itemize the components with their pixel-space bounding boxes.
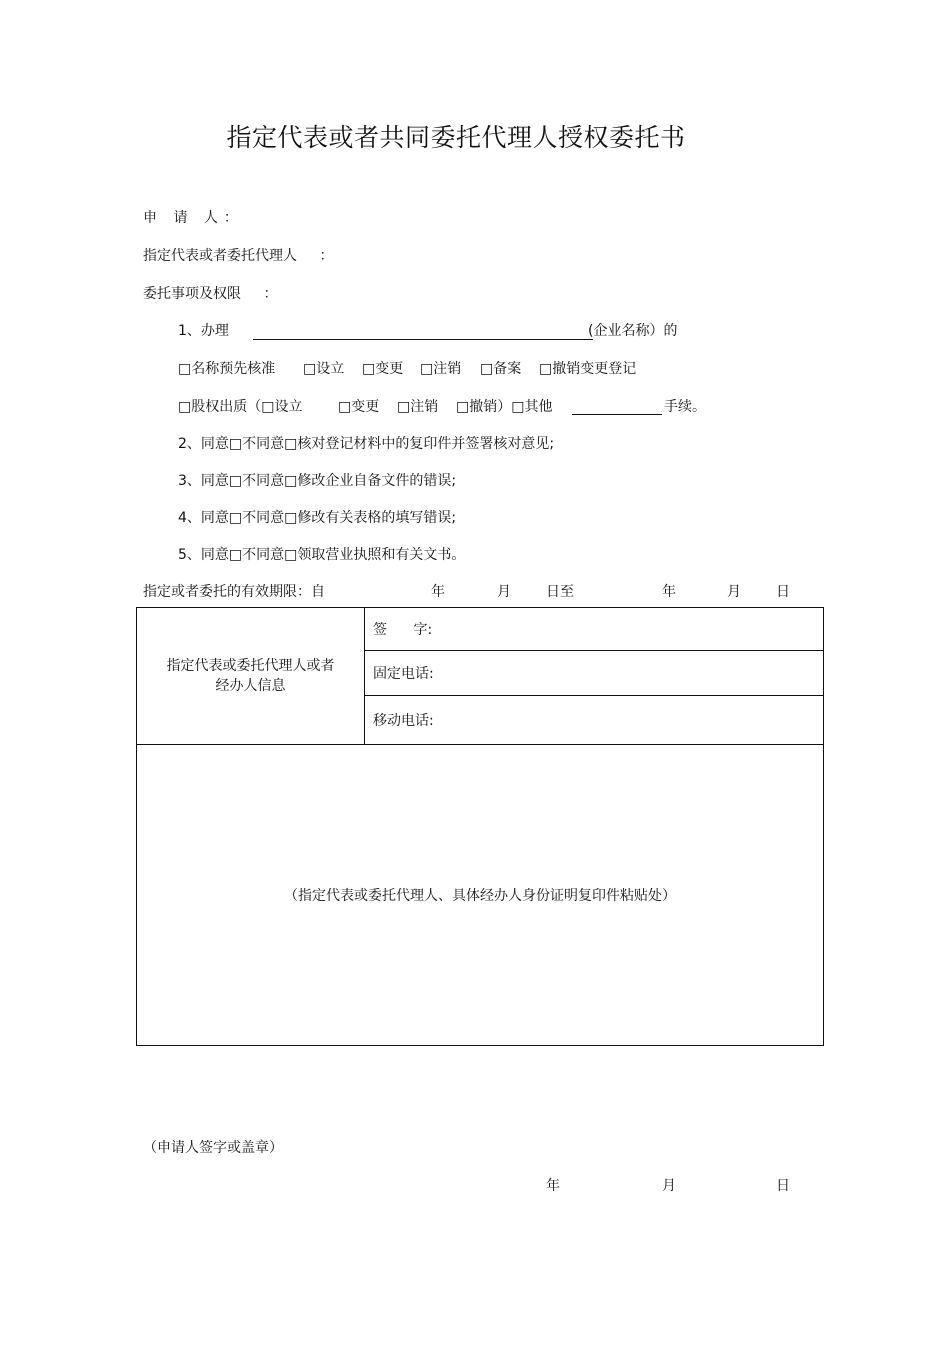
item1-suffix: (企业名称）的 [588,323,678,339]
agent-info-label-cell [137,608,365,745]
validity-year1: 年 [431,584,445,600]
validity-month1: 月 [497,584,511,600]
validity-month2: 月 [727,584,741,600]
scope-label: 委托事项及权限 ： [143,286,278,302]
option-pledge-revoke-other[interactable]: □撤销）□其他 [456,399,553,415]
item5: 5、同意□不同意□领取营业执照和有关文书。 [178,547,466,563]
validity-year2: 年 [662,584,676,600]
item1-prefix: 1、办理 [178,323,229,339]
option-pledge-change[interactable]: □变更 [338,399,380,415]
id-copy-paste-area [137,745,824,1046]
item3: 3、同意□不同意□修改企业自备文件的错误; [178,473,457,489]
item2: 2、同意□不同意□核对登记材料中的复印件并签署核对意见; [178,436,555,452]
option-establish[interactable]: □设立 [303,361,345,377]
validity-day-to: 日至 [546,584,574,600]
agent-label: 指定代表或者委托代理人 ： [143,248,334,264]
option-cancel[interactable]: □注销 [420,361,462,377]
paste-note: （指定代表或委托代理人、具体经办人身份证明复印件粘贴处） [284,888,676,904]
company-name-blank[interactable] [253,325,593,340]
agent-info-label-line1: 指定代表或委托代理人或者 [166,658,335,674]
item1-line2-suffix: 手续。 [664,399,706,415]
landline-label: 固定电话: [373,666,434,682]
mobile-field[interactable] [365,696,824,745]
footer-month: 月 [662,1178,676,1194]
agent-info-table [136,607,824,1046]
document-title: 指定代表或者共同委托代理人授权委托书 [226,123,686,152]
validity-label: 指定或者委托的有效期限：自 [143,584,325,600]
signature-label: 签 字: [373,622,433,638]
agent-info-label-line2: 经办人信息 [215,678,286,694]
option-equity-pledge[interactable]: □股权出质（□设立 [178,399,303,415]
footer-day: 日 [776,1178,790,1194]
applicant-label: 申 请 人： [143,210,244,226]
option-change[interactable]: □变更 [362,361,404,377]
other-blank[interactable] [572,400,662,415]
landline-field[interactable] [365,651,824,696]
option-name-precheck[interactable]: □名称预先核准 [178,361,276,377]
mobile-label: 移动电话: [373,713,434,729]
option-filing[interactable]: □备案 [480,361,522,377]
item4: 4、同意□不同意□修改有关表格的填写错误; [178,510,457,526]
option-pledge-cancel[interactable]: □注销 [397,399,439,415]
option-revoke-change[interactable]: □撤销变更登记 [539,361,637,377]
validity-day2: 日 [776,584,790,600]
applicant-sign-note: （申请人签字或盖章） [143,1140,283,1156]
footer-year: 年 [546,1178,560,1194]
signature-field[interactable] [365,608,824,651]
